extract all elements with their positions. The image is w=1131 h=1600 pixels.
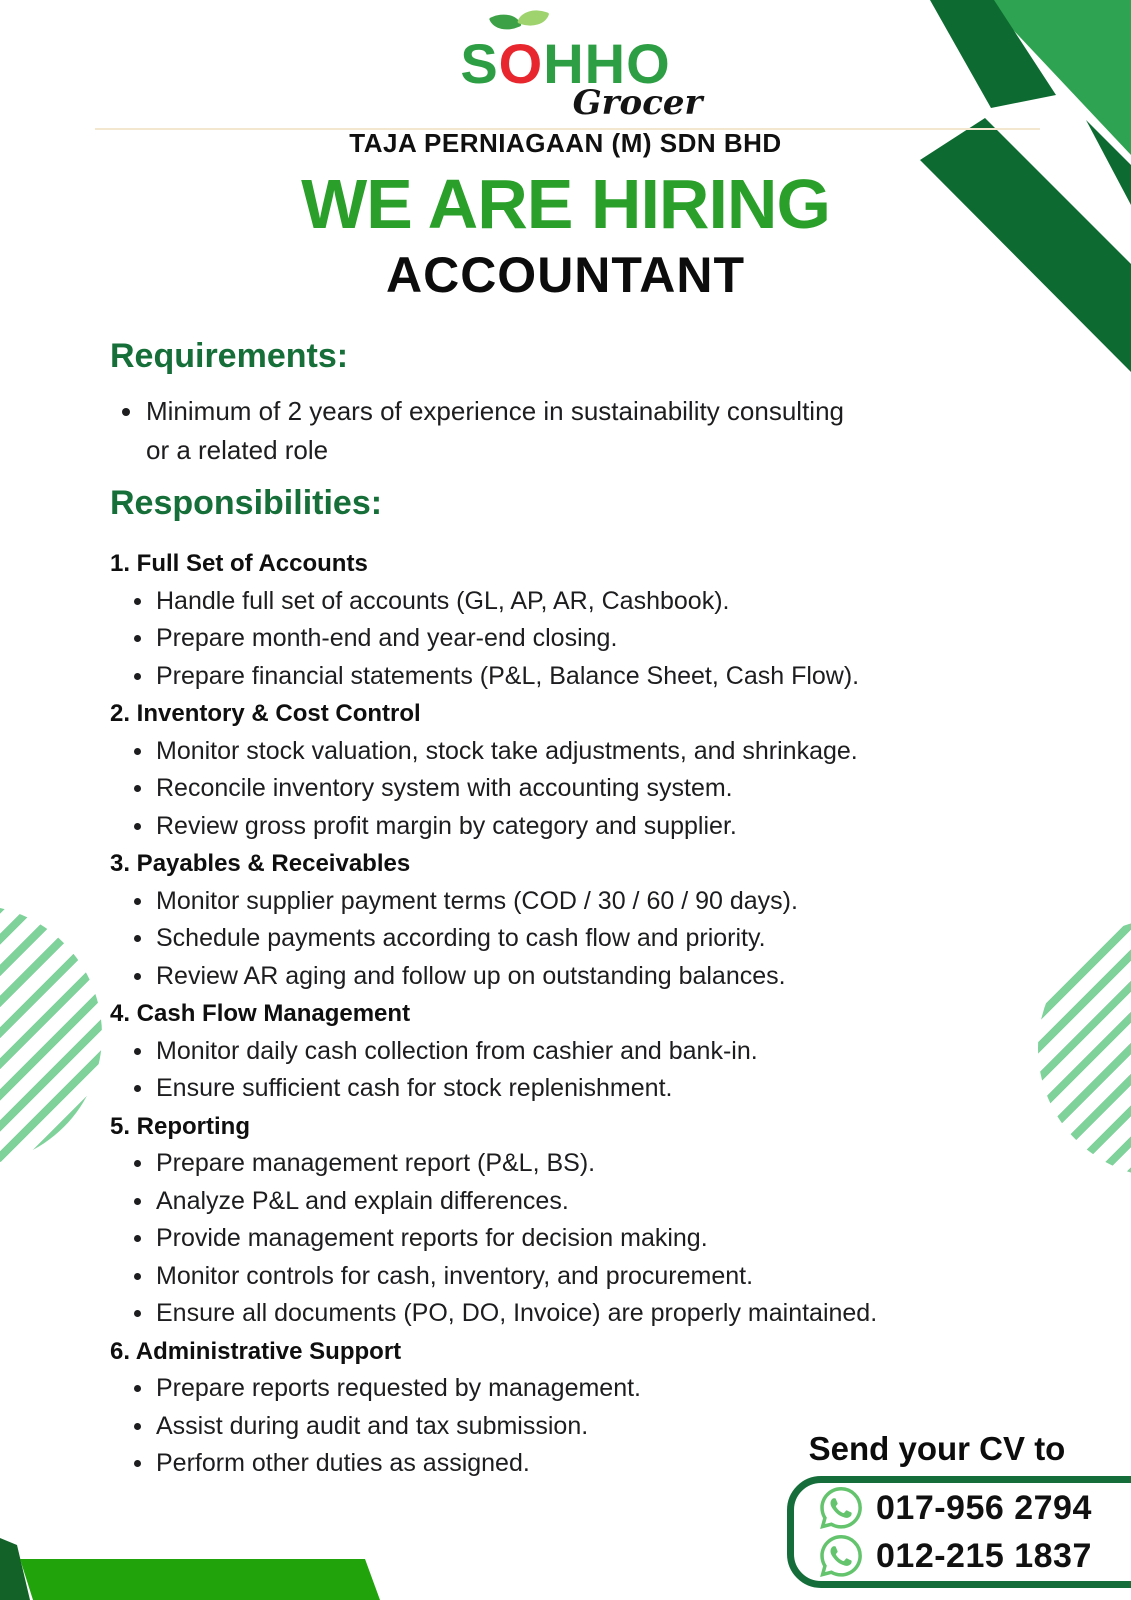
phone-number: 012-215 1837 <box>876 1536 1092 1575</box>
hero <box>0 165 1131 304</box>
responsibility-item: Perform other duties as assigned. <box>110 1445 1090 1483</box>
hiring-headline: WE ARE HIRING <box>301 165 830 243</box>
responsibility-list <box>110 1145 1090 1333</box>
responsibility-item: Handle full set of accounts (GL, AP, AR, Cashbook). <box>110 583 1090 621</box>
responsibility-item: Schedule payments according to cash flow and priority. <box>110 920 1090 958</box>
responsibility-item: Prepare month-end and year-end closing. <box>110 620 1090 658</box>
responsibility-heading: 6. Administrative Support <box>110 1337 402 1365</box>
responsibility-item: Analyze P&L and explain differences. <box>110 1183 1090 1221</box>
logo <box>0 32 1131 123</box>
responsibility-item: Reconcile inventory system with accounting system. <box>110 770 1090 808</box>
whatsapp-icon <box>820 1487 862 1529</box>
responsibility-item: Prepare management report (P&L, BS). <box>110 1145 1090 1183</box>
responsibility-list <box>110 733 1090 846</box>
leaf-icon <box>489 5 551 35</box>
contact-section <box>772 1430 1131 1575</box>
brand-accent-letter: O <box>498 32 544 95</box>
responsibility-heading: 2. Inventory & Cost Control <box>110 700 421 727</box>
brand-letters-hho: HHO <box>543 32 671 95</box>
responsibility-item: Monitor stock valuation, stock take adjustments, and shrinkage. <box>110 733 1090 771</box>
send-cv-title: Send your CV to <box>808 1430 1066 1467</box>
phone-row <box>820 1487 1131 1529</box>
responsibility-heading: 5. Reporting <box>110 1112 251 1140</box>
header <box>0 0 1131 159</box>
responsibilities-title: Responsibilities: <box>110 484 383 522</box>
responsibility-item: Monitor daily cash collection from cashier and bank-in. <box>110 1033 1090 1071</box>
requirements-section <box>110 336 850 470</box>
responsibility-item: Ensure all documents (PO, DO, Invoice) are properly maintained. <box>110 1295 1090 1333</box>
responsibility-list <box>110 883 1090 996</box>
responsibility-item: Monitor controls for cash, inventory, and procurement. <box>110 1258 1090 1296</box>
company-name: TAJA PERNIAGAAN (M) SDN BHD <box>349 128 782 158</box>
responsibility-list <box>110 583 1090 696</box>
responsibility-heading: 3. Payables & Receivables <box>110 850 411 877</box>
responsibilities-section <box>110 545 1090 1483</box>
responsibility-item: Provide management reports for decision making. <box>110 1220 1090 1258</box>
responsibility-item: Review gross profit margin by category and supplier. <box>110 808 1090 846</box>
responsibility-heading: 1. Full Set of Accounts <box>110 550 368 577</box>
phone-row <box>820 1535 1131 1577</box>
brand-letter-s: S <box>460 32 499 95</box>
leaf-light-icon <box>517 4 549 32</box>
phone-box <box>787 1476 1131 1588</box>
job-title: ACCOUNTANT <box>385 246 746 303</box>
responsibility-item: Ensure sufficient cash for stock replenishment. <box>110 1070 1090 1108</box>
responsibility-item: Assist during audit and tax submission. <box>110 1408 1090 1446</box>
responsibility-item: Monitor supplier payment terms (COD / 30 / 60 / 90 days). <box>110 883 1090 921</box>
requirement-item: Minimum of 2 years of experience in sustainability consulting or a related role <box>110 392 850 470</box>
brand-tagline: Grocer <box>572 83 703 123</box>
corner-decoration-bottom-left <box>0 1530 420 1600</box>
requirements-list <box>110 392 850 470</box>
responsibility-item: Prepare financial statements (P&L, Balance Sheet, Cash Flow). <box>110 658 1090 696</box>
responsibility-item: Prepare reports requested by management. <box>110 1370 1090 1408</box>
requirements-title: Requirements: <box>110 337 349 375</box>
responsibility-list <box>110 1033 1090 1108</box>
responsibility-item: Review AR aging and follow up on outstanding balances. <box>110 958 1090 996</box>
responsibility-heading: 4. Cash Flow Management <box>110 1000 411 1027</box>
whatsapp-icon <box>820 1535 862 1577</box>
striped-circle-left <box>0 905 102 1165</box>
phone-number: 017-956 2794 <box>876 1488 1092 1527</box>
